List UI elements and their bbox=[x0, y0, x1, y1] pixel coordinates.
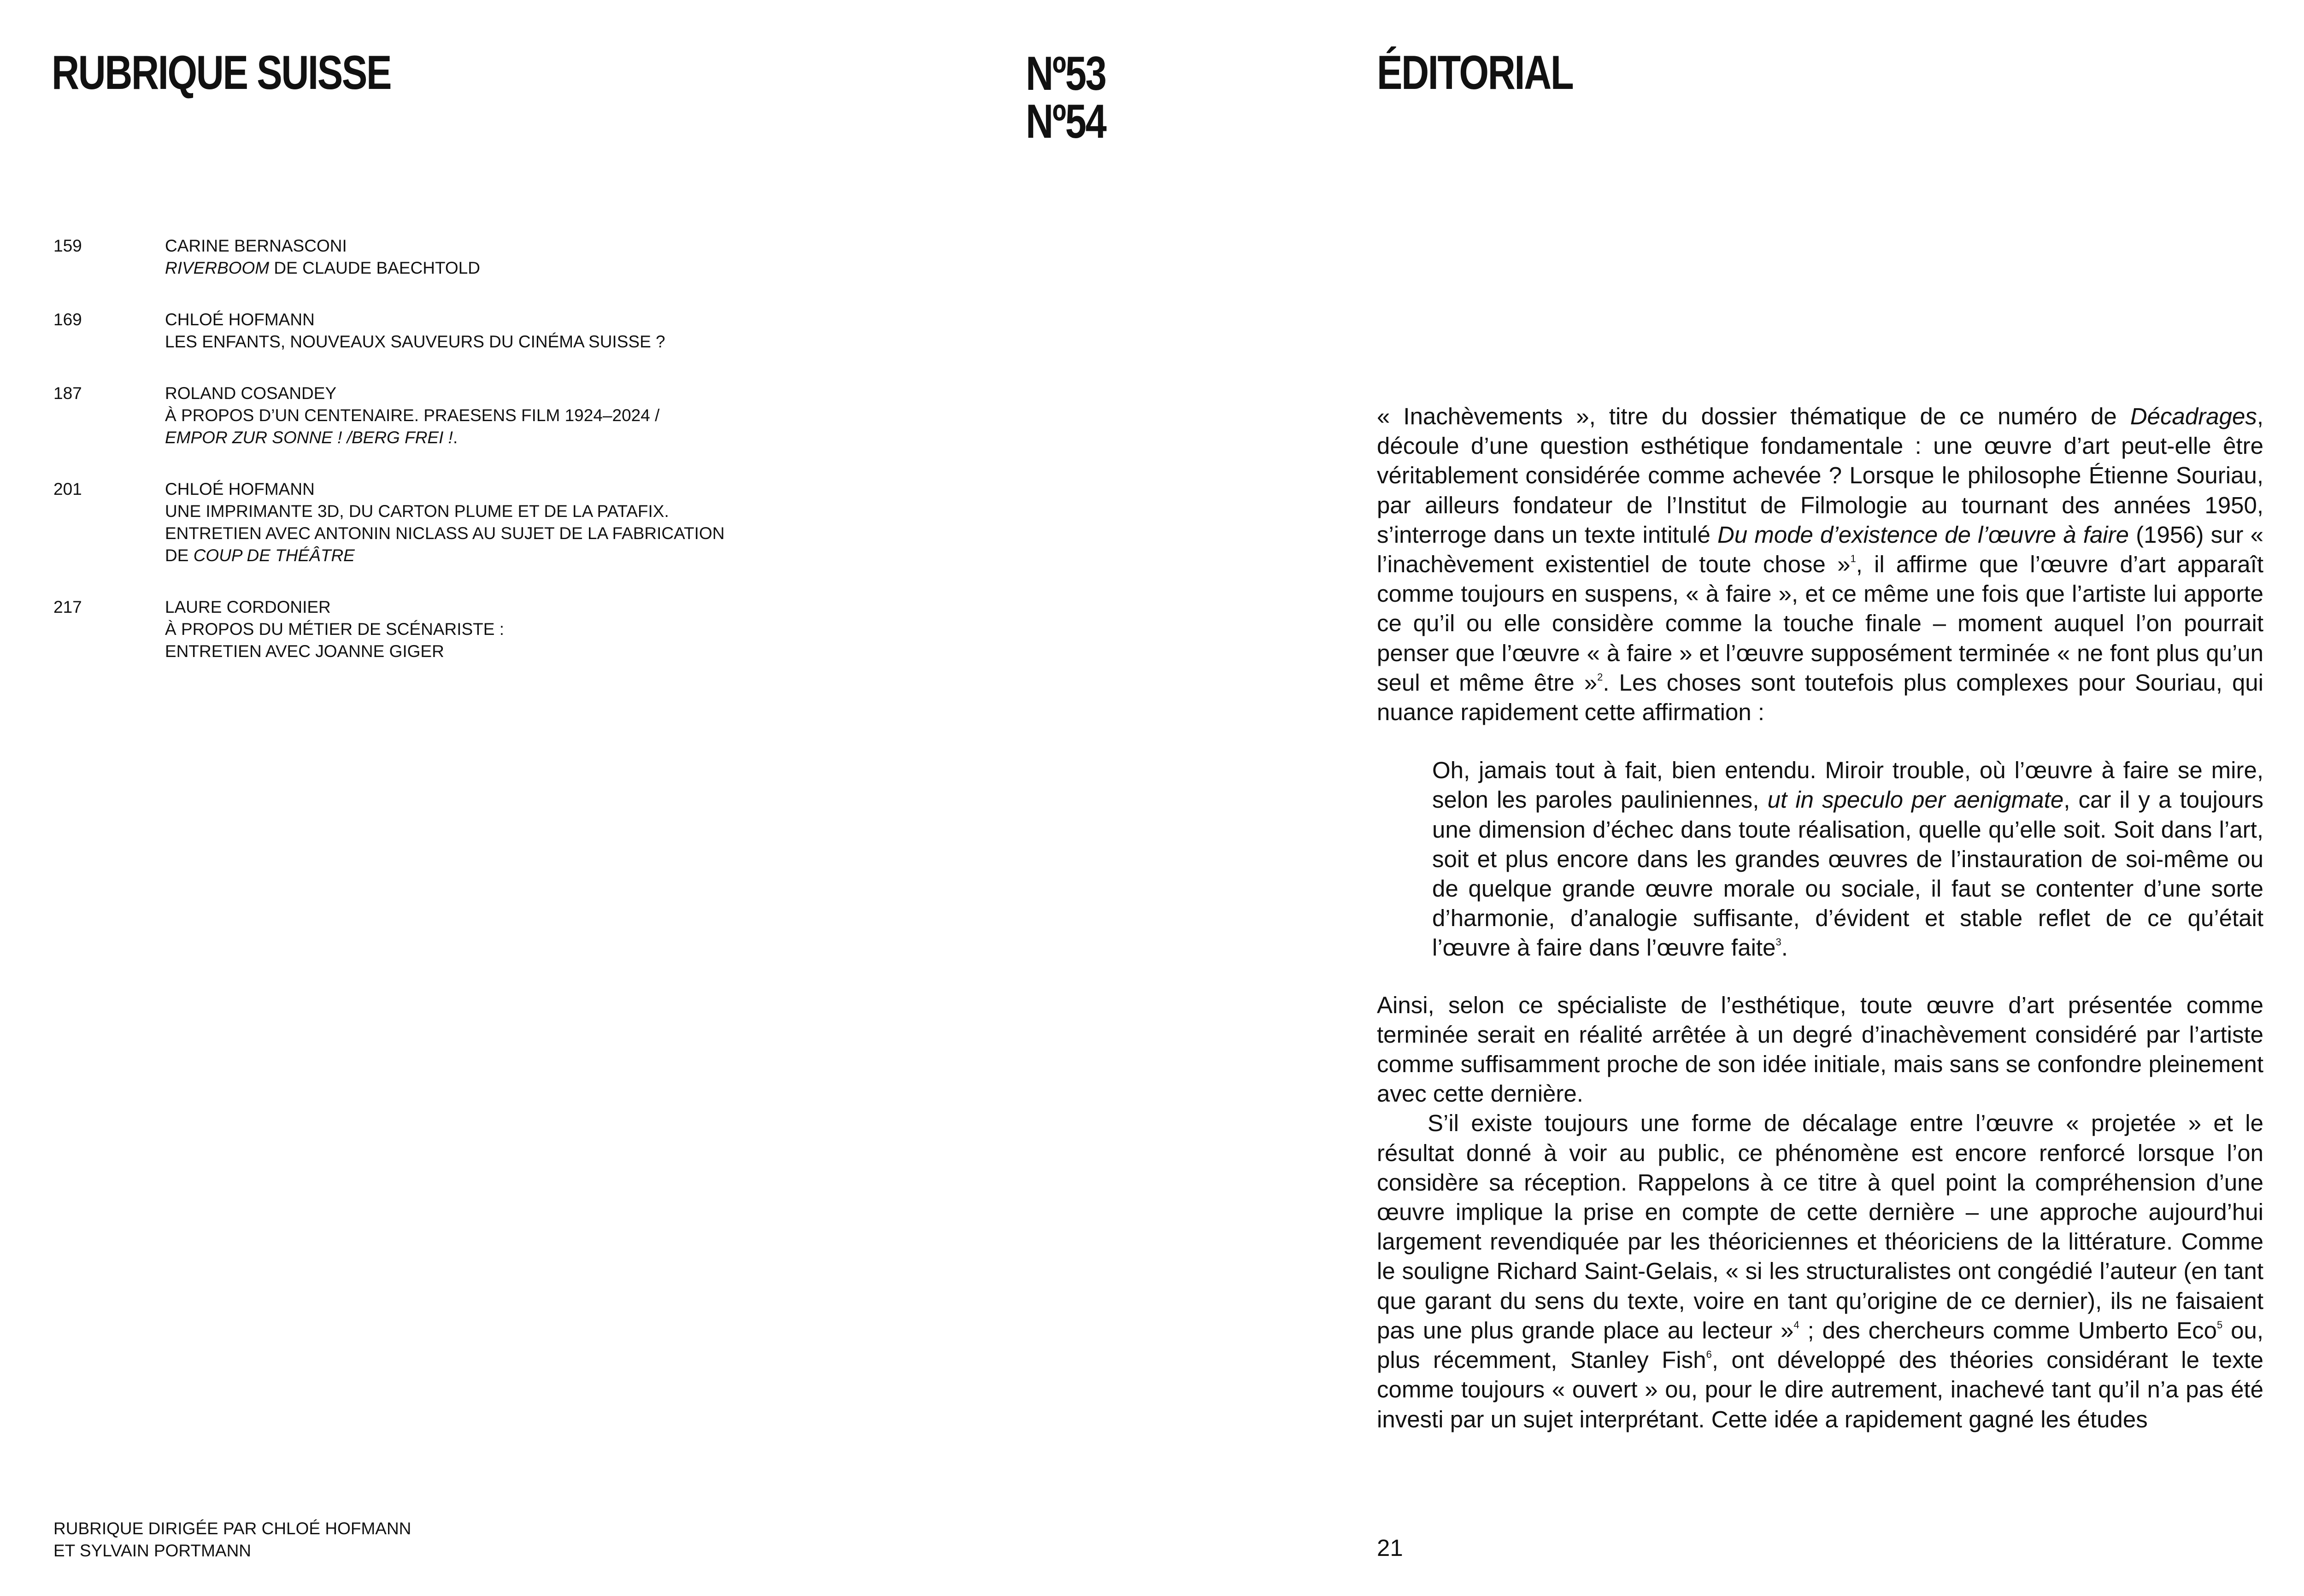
footnote-ref[interactable]: 5 bbox=[2217, 1319, 2223, 1331]
footnote-ref[interactable]: 1 bbox=[1850, 553, 1856, 565]
toc-entry bbox=[53, 478, 791, 567]
section-title: RUBRIQUE SUISSE bbox=[52, 46, 391, 100]
editorial-title: ÉDITORIAL bbox=[1377, 46, 1573, 100]
issue-number-53: Nº53 bbox=[1026, 47, 1106, 100]
toc-entry bbox=[53, 382, 791, 449]
footnote-ref[interactable]: 6 bbox=[1706, 1349, 1712, 1361]
toc-author: CARINE BERNASCONI bbox=[165, 236, 347, 255]
toc-entry bbox=[53, 309, 791, 353]
toc-film-title: RIVERBOOM bbox=[165, 258, 270, 277]
toc-page-number: 169 bbox=[53, 310, 82, 329]
toc-article-subtitle: ENTRETIEN AVEC ANTONIN NICLASS AU SUJET DE LA FABRICATION bbox=[165, 524, 725, 543]
toc-article-title: À PROPOS D’UN CENTENAIRE. PRAESENS FILM 1924–2024 / bbox=[165, 406, 660, 425]
toc-entry bbox=[53, 235, 791, 279]
paragraph: « Inachèvements », titre du dossier thématique de ce numéro de Décadrages, découle d’une question esthétique fondamentale : une œuvre d’art peut-elle être véritablement considérée comme achevée ? Lorsque le philosophe Étienne Souriau, par ailleurs fondateur de l’Institut de Filmologie au tournant des années 1950, s’interroge dans un texte intitulé Du mode d’existence de l’œuvre à faire (1956) sur « l’inachèvement existentiel de toute chose »$^1$, il affirme que l’œuvre d’art apparaît comme toujours en suspens, « à faire », et ce même une fois que l’artiste lui apporte ce qu’il ou elle considère comme la touche finale – moment auquel l’on pourrait penser que l’œuvre « à faire » et l’œuvre supposément terminée « ne font plus qu’un seul et même être »$^2$. Les choses sont toutefois plus complexes pour Souriau, qui nuance rapidement cette affirmation : bbox=[1377, 403, 2263, 726]
toc-page-number: 159 bbox=[53, 236, 82, 255]
toc-author: LAURE CORDONIER bbox=[165, 598, 331, 616]
toc-article-subtitle: EMPOR ZUR SONNE ! /BERG FREI !. bbox=[165, 428, 458, 447]
toc-page-number: 201 bbox=[53, 480, 82, 499]
paragraph: Ainsi, selon ce spécialiste de l’esthétique, toute œuvre d’art présentée comme terminée serait en réalité arrêtée à un degré d’inachèvement considéré par l’artiste comme suffisamment proche de son idée initiale, mais sans se confondre pleinement avec cette dernière. bbox=[1377, 992, 2263, 1107]
editorial-body bbox=[1377, 402, 2263, 1434]
footnote-ref[interactable]: 3 bbox=[1775, 936, 1781, 948]
table-of-contents bbox=[53, 235, 791, 692]
footnote-ref[interactable]: 2 bbox=[1597, 671, 1603, 683]
toc-entry bbox=[53, 596, 791, 663]
paragraph: S’il existe toujours une forme de décalage entre l’œuvre « projetée » et le résultat donné à voir au public, ce phénomène est encore renforcé lorsque l’on considère sa réception. Rappelons à ce titre à quel point la compréhension d’une œuvre implique la prise en compte de cette dernière – une approche aujourd’hui largement revendiquée par les théoriciennes et théoriciens de la littérature. Comme le souligne Richard Saint-Gelais, « si les structuralistes ont congédié l’auteur (en tant que garant du sens du texte, voire en tant qu’origine de ce dernier), ils ne faisaient pas une plus grande place au lecteur »$^4$ ; des chercheurs comme Umberto Eco$^5$ ou, plus récemment, Stanley Fish$^6$, ont développé des théories considérant le texte comme toujours « ouvert » ou, pour le dire autrement, inachevé tant qu’il n’a pas été investi par un sujet interprétant. Cette idée a rapidement gagné les études bbox=[1377, 1110, 2263, 1432]
toc-film-title: COUP DE THÉÂTRE bbox=[193, 546, 355, 565]
credits-line: RUBRIQUE DIRIGÉE PAR CHLOÉ HOFMANN bbox=[53, 1519, 411, 1538]
toc-author: CHLOÉ HOFMANN bbox=[165, 310, 315, 329]
toc-article-title: LES ENFANTS, NOUVEAUX SAUVEURS DU CINÉMA SUISSE ? bbox=[165, 332, 665, 351]
toc-article-title: À PROPOS DU MÉTIER DE SCÉNARISTE : bbox=[165, 620, 505, 639]
toc-author: CHLOÉ HOFMANN bbox=[165, 480, 315, 499]
toc-author: ROLAND COSANDEY bbox=[165, 384, 337, 403]
issue-number-54: Nº54 bbox=[1026, 95, 1106, 148]
toc-page-number: 217 bbox=[53, 598, 82, 616]
page-number: 21 bbox=[1377, 1535, 1403, 1561]
footnote-ref[interactable]: 4 bbox=[1793, 1319, 1799, 1331]
issue-number bbox=[1026, 47, 1106, 148]
toc-article-subtitle: DE COUP DE THÉÂTRE bbox=[165, 546, 355, 565]
toc-article-title: RIVERBOOM DE CLAUDE BAECHTOLD bbox=[165, 258, 480, 277]
toc-article-title: UNE IMPRIMANTE 3D, DU CARTON PLUME ET DE LA PATAFIX. bbox=[165, 502, 669, 521]
credits-line: ET SYLVAIN PORTMANN bbox=[53, 1541, 252, 1560]
section-credits bbox=[53, 1518, 411, 1562]
toc-article-subtitle: ENTRETIEN AVEC JOANNE GIGER bbox=[165, 642, 444, 661]
block-quote: Oh, jamais tout à fait, bien entendu. Miroir trouble, où l’œuvre à faire se mire, selon les paroles pauliniennes, ut in speculo per aenigmate, car il y a toujours une dimension d’échec dans toute réalisation, quelle qu’elle soit. Soit dans l’art, soit et plus encore dans les grandes œuvres de l’instauration de soi-même ou de quelque grande œuvre morale ou sociale, il faut se contenter d’une sorte d’harmonie, d’analogie suffisante, d’évident et stable reflet de ce qu’était l’œuvre à faire dans l’œuvre faite$^3$. bbox=[1432, 757, 2263, 961]
toc-film-title: EMPOR ZUR SONNE ! /BERG FREI ! bbox=[165, 428, 453, 447]
toc-page-number: 187 bbox=[53, 384, 82, 403]
